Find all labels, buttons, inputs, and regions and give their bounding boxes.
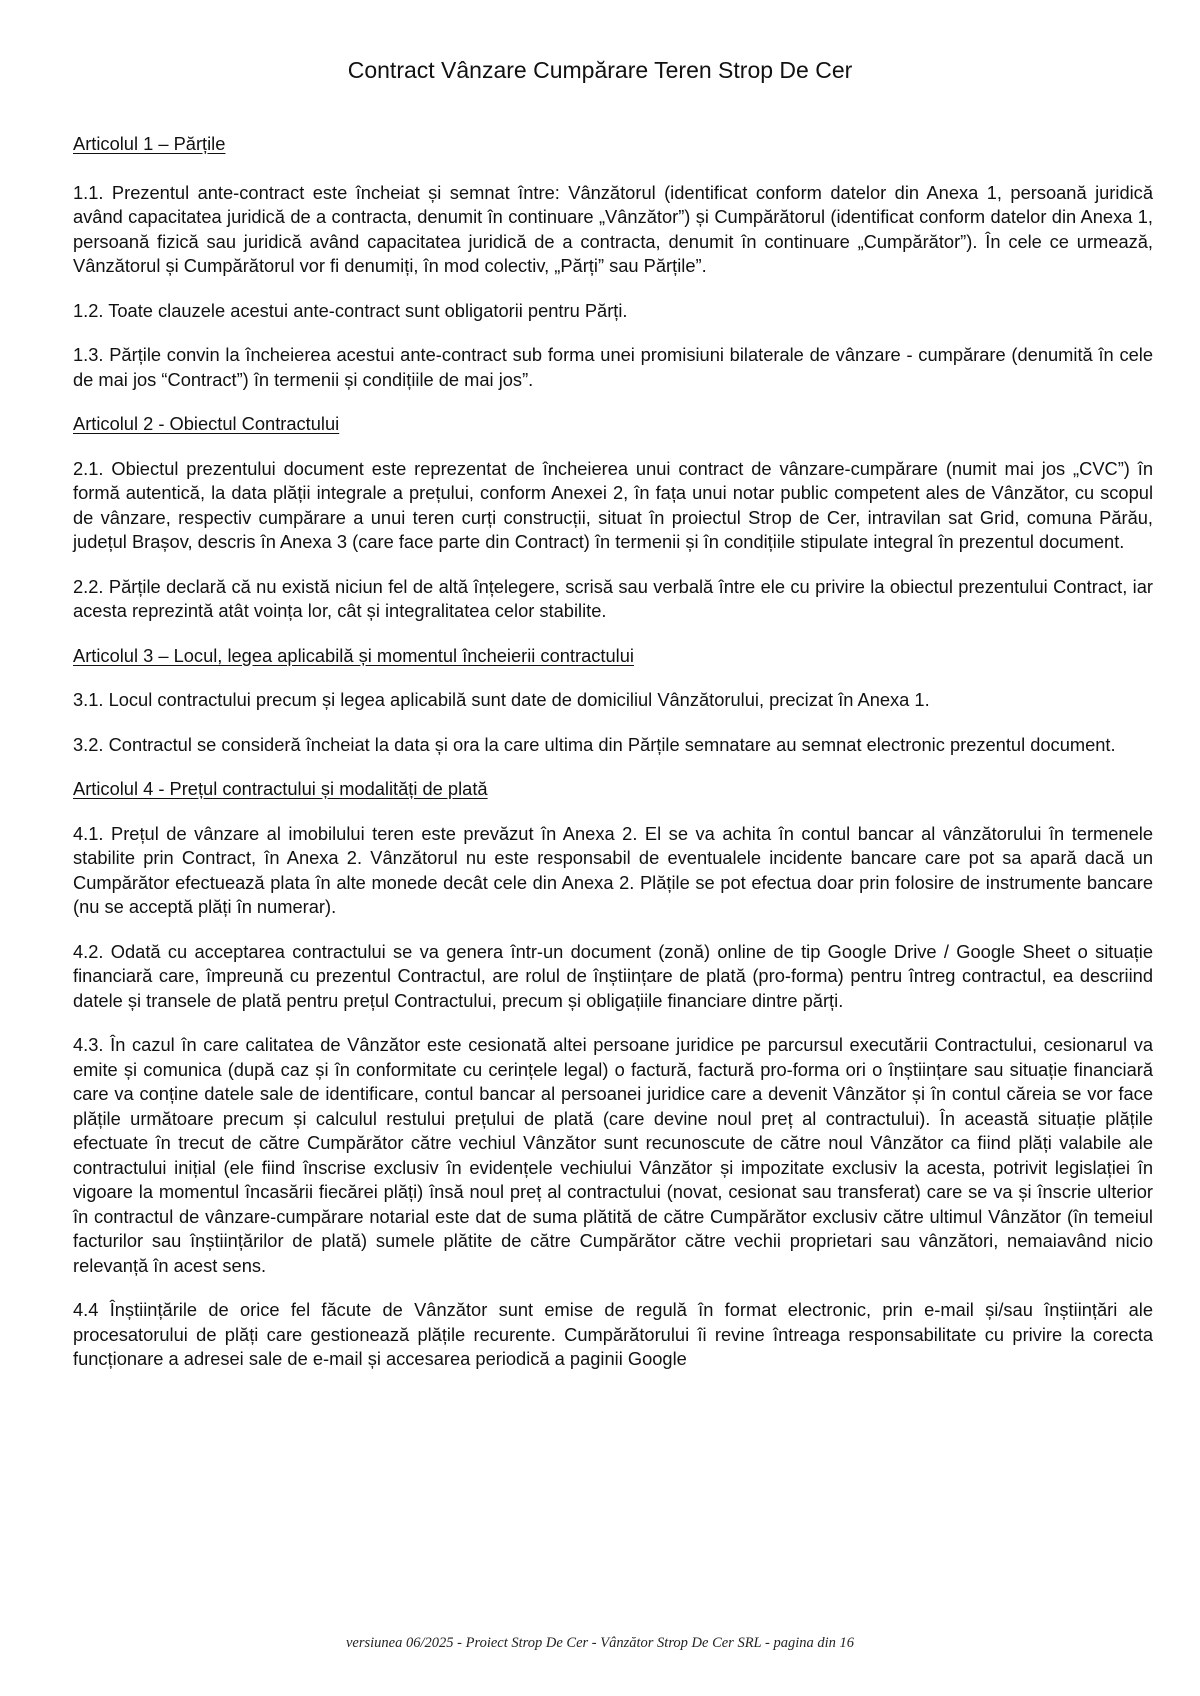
article-2	[73, 412, 1153, 624]
clause-2-2: 2.2. Părțile declară că nu există niciun fel de altă înțelegere, scrisă sau verbală între ele cu privire la obiectul prezentului Contract, iar acesta reprezintă atât voința lor, cât și integralitatea celor stabilite.	[73, 575, 1153, 621]
article-4	[73, 777, 1153, 1372]
clause-1-1: 1.1. Prezentul ante-contract este încheiat și semnat între: Vânzătorul (identificat conform datelor din Anexa 1, persoană juridică având capacitatea juridică de a contracta, denumit în continuare „Vânzător”) și Cumpărătorul (identificat conform datelor din Anexa 1, persoană fizică sau juridică având capacitatea juridică de a contracta, denumit în continuare „Cumpărător”). În cele ce urmează, Vânzătorul și Cumpărătorul vor fi denumiți, în mod colectiv, „Părți” sau Părțile”.	[73, 181, 1153, 276]
article-heading: Articolul 4 - Prețul contractului și modalități de plată	[73, 778, 488, 799]
article-1	[73, 132, 1153, 392]
clause-1-3: 1.3. Părțile convin la încheierea acestui ante-contract sub forma unei promisiuni bilaterale de vânzare - cumpărare (denumită în cele de mai jos “Contract”) în termenii și condițiile de mai jos”.	[73, 344, 1153, 390]
clause-4-2: 4.2. Odată cu acceptarea contractului se va genera într-un document (zonă) online de tip Google Drive / Google Sheet o situație financiară care, împreună cu prezentul Contractul, are rolul de înștiințare de plată (pro-forma) pentru întreg contractul, ea descriind datele și transele de plată pentru prețul Contractului, precum și obligațiile financiare dintre părți.	[73, 940, 1153, 1011]
clause-4-3: 4.3. În cazul în care calitatea de Vânzător este cesionată altei persoane juridice pe parcursul executării Contractului, cesionarul va emite și comunica (după caz și în conformitate cu cerințele legal) o factură, factură pro-forma ori o înștiințare sau situație financiară care va conține datele sale de identificare, contul bancar al persoanei juridice care a devenit Vânzător și în contul căreia se vor face plățile următoare precum și calculul restului prețului de plată (care devine noul preț al contractului). În această situație plățile efectuate în trecut de către Cumpărător către vechiul Vânzător sunt recunoscute de către noul Vânzător ca fiind plăți valabile ale contractului inițial (ele fiind înscrise exclusiv în evidențele vechiului Vânzător și impozitate exclusiv la acesta, potrivit legislației în vigoare la momentul încasării fiecărei plăți) însă noul preț al contractului (novat, cesionat sau transferat) care se va și înscrie ulterior în contractul de vânzare-cumpărare notarial este dat de suma plătită de către Cumpărător exclusiv către ultimul Vânzător (în temeiul facturilor sau înștiințărilor de plată) sumele plătite de către Cumpărător către vechii proprietari sau vânzători, nemaiavând nicio relevanță în acest sens.	[73, 1034, 1153, 1276]
article-heading: Articolul 1 – Părțile	[73, 133, 226, 154]
clause-4-4: 4.4 Înștiințările de orice fel făcute de Vânzător sunt emise de regulă în format electronic, prin e-mail și/sau înștiințări ale procesatorului de plăți care gestionează plățile recurente. Cumpărătorului îi revine întreaga responsabilitate cu privire la corecta funcționare a adresei sale de e-mail și accesarea periodică a paginii Google	[73, 1299, 1153, 1369]
clause-4-1: 4.1. Prețul de vânzare al imobilului teren este prevăzut în Anexa 2. El se va achita în contul bancar al vânzătorului în termenele stabilite prin Contract, în Anexa 2. Vânzătorul nu este responsabil de eventualele incidente bancare care pot sa apară dacă un Cumpărător efectuează plata în alte monede decât cele din Anexa 2. Plățile se pot efectua doar prin folosire de instrumente bancare (nu se acceptă plăți în numerar).	[73, 822, 1153, 917]
document-body	[73, 132, 1153, 1372]
clause-3-1: 3.1. Locul contractului precum și legea aplicabilă sunt date de domiciliul Vânzătorului, precizat în Anexa 1.	[73, 689, 930, 710]
article-3	[73, 644, 1153, 758]
clause-1-2: 1.2. Toate clauzele acestui ante-contract sunt obligatorii pentru Părți.	[73, 299, 628, 321]
article-heading: Articolul 2 - Obiectul Contractului	[73, 413, 340, 434]
clause-2-1: 2.1. Obiectul prezentului document este reprezentat de încheierea unui contract de vânzare-cumpărare (numit mai jos „CVC”) în formă autentică, la data plății integrale a prețului, conform Anexei 2, în fața unui notar public competent ales de Vânzător, cu scopul de vânzare, respectiv cumpărare a unui teren curți construcții, situat în proiectul Strop de Cer, intravilan sat Grid, comuna Părău, județul Brașov, descris în Anexa 3 (care face parte din Contract) în termenii și în condițiile stipulate integral în prezentul document.	[73, 457, 1153, 552]
page-footer: versiunea 06/2025 - Proiect Strop De Cer - Vânzător Strop De Cer SRL - pagina din 16	[346, 1635, 854, 1651]
document-title: Contract Vânzare Cumpărare Teren Strop De Cer	[347, 57, 853, 83]
article-heading: Articolul 3 – Locul, legea aplicabilă și momentul încheierii contractului	[73, 644, 634, 666]
clause-3-2: 3.2. Contractul se consideră încheiat la data și ora la care ultima din Părțile semnatare au semnat electronic prezentul document.	[73, 733, 1116, 755]
